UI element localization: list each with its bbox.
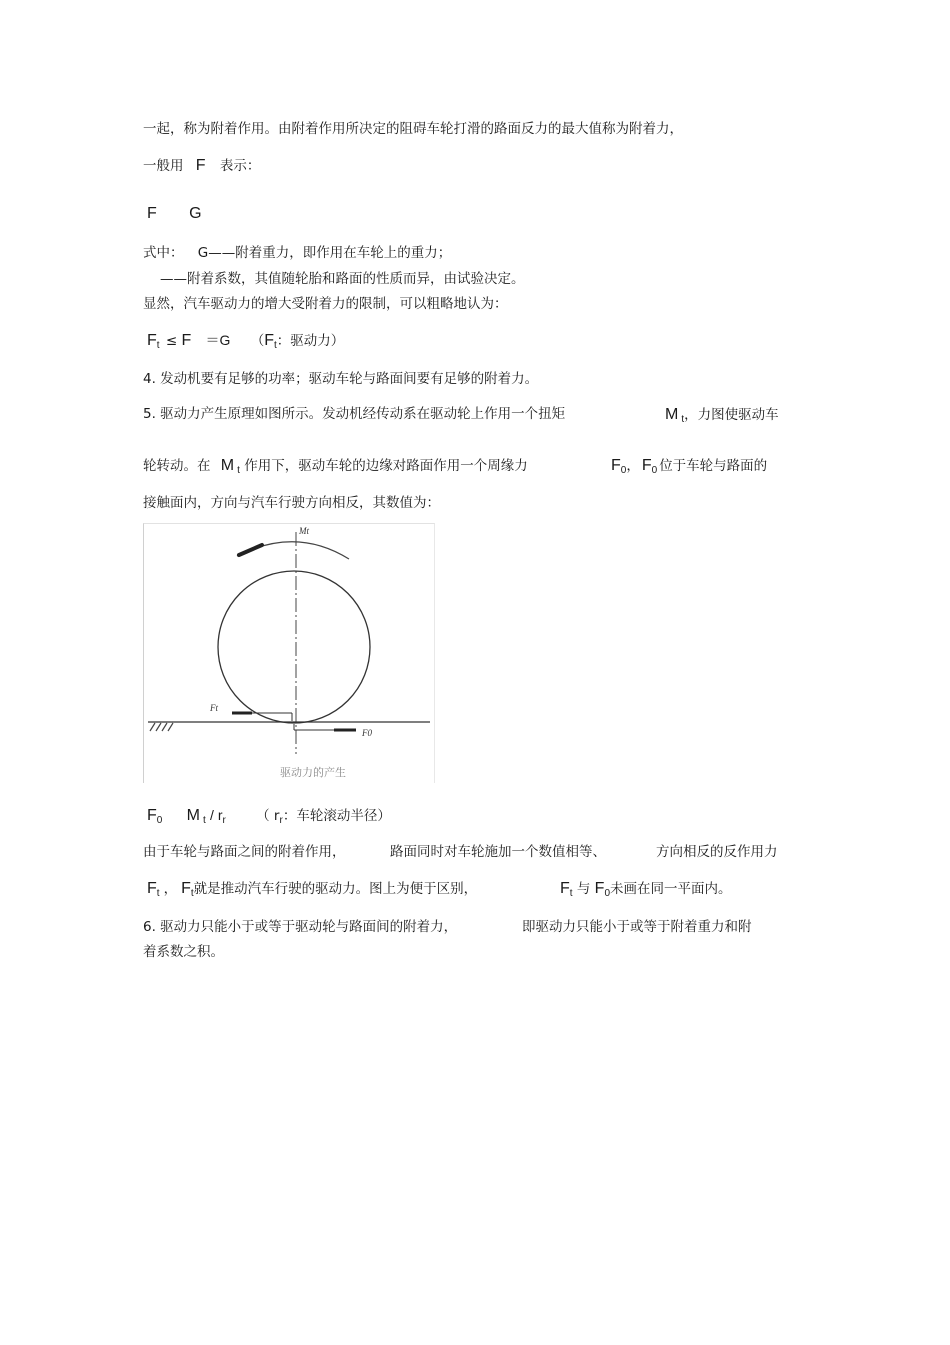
ineq-F-phi: F: [181, 332, 192, 349]
definition-phi: ——附着系数，其值随轮胎和路面的性质而异，由试验决定。: [160, 271, 525, 287]
ineq-F: F: [147, 332, 157, 349]
p7-sub-t2: t: [190, 888, 194, 899]
p7-F4: F: [594, 880, 605, 897]
p7-sub-t: t: [156, 888, 160, 899]
formula1-G: G: [189, 205, 202, 222]
ineq-le: ≤: [165, 333, 178, 349]
item5-F0b: F: [641, 457, 652, 474]
item-5-line1: 5. 驱动力产生原理如图所示。发动机经传动系在驱动轮上作用一个扭矩: [143, 406, 566, 422]
notation-suffix: 表示：: [219, 158, 261, 174]
paragraph-driving-force-end: [560, 880, 732, 903]
p7-b: 未画在同一平面内。: [610, 881, 732, 897]
formula2-F: F: [147, 807, 157, 824]
paragraph-notation: [143, 157, 260, 175]
item5-sub-t2: t: [237, 465, 240, 476]
item-5-line2-end: [611, 457, 767, 480]
ground-hatch: [150, 723, 173, 731]
item-6-a: 6. 驱动力只能小于或等于驱动轮与路面间的附着力，: [143, 919, 458, 935]
figure-label-Ft: Ft: [210, 703, 218, 713]
paragraph-reaction-c: 方向相反的反作用力: [656, 844, 778, 860]
item5-sub-t: t: [681, 414, 685, 425]
ineq-sub-t: t: [156, 340, 160, 351]
p7-a: 就是推动汽车行驶的驱动力。图上为便于区别，: [193, 881, 478, 897]
item5-tail: ，力图使驱动车: [684, 407, 779, 423]
definition-prefix: 式中：: [143, 245, 184, 261]
figure-driving-force: [143, 523, 435, 783]
p7-comma: ，: [163, 881, 178, 897]
formula2-M: M: [186, 807, 200, 824]
item5-F0: F: [611, 457, 621, 474]
figure-label-F0: F0: [362, 728, 372, 738]
paragraph-reaction-b: 路面同时对车轮施加一个数值相等、: [390, 844, 606, 860]
item5-d: 作用下，驱动车轮的边缘对路面作用一个周缘力: [244, 458, 528, 474]
torque-arrowhead: [239, 545, 262, 555]
formula2-note-open: （ r: [256, 808, 280, 824]
p7-sub-t3: t: [569, 888, 573, 899]
formula2-note-text: ：车轮滚动半径）: [282, 808, 391, 824]
p7-sub-04: 0: [604, 888, 610, 899]
formula-adhesion-force: [147, 205, 202, 223]
figure-caption: 驱动力的产生: [280, 766, 346, 779]
item5-M2: M: [220, 457, 235, 474]
formula2-note-sub-r: r: [279, 815, 283, 826]
item-4: 4. 发动机要有足够的功率；驱动车轮与路面间要有足够的附着力。: [143, 371, 539, 387]
item5-sub-0: 0: [620, 465, 627, 476]
p7-F: F: [147, 880, 157, 897]
formula-peripheral-force: [147, 806, 391, 830]
item-5-line2: [143, 457, 528, 480]
item5-comma: ，: [626, 458, 640, 474]
definition-G: [143, 244, 451, 262]
formula2-sub-r: r: [222, 815, 226, 826]
formula2-sub-0: 0: [156, 815, 163, 826]
ineq-note-open: （: [250, 333, 265, 349]
ineq-note-sub-t: t: [274, 340, 277, 351]
item-6-c: 着系数之积。: [143, 944, 224, 960]
symbol-F-phi: F: [195, 157, 206, 174]
ineq-eq-G: ＝G: [205, 332, 231, 348]
formula-inequality: [147, 331, 344, 355]
wheel-circle: [218, 571, 370, 723]
item5-sub-0b: 0: [651, 465, 658, 476]
notation-prefix: 一般用: [143, 158, 184, 174]
p7-and: 与: [576, 881, 591, 897]
p7-F3: F: [560, 880, 570, 897]
paragraph-driving-force: [147, 880, 477, 903]
paragraph-reaction-a: 由于车轮与路面之间的附着作用，: [143, 844, 346, 860]
formula2-sub-t: t: [202, 815, 206, 826]
formula1-F: F: [147, 205, 157, 222]
item-6-b: 即驱动力只能小于或等于附着重力和附: [522, 919, 752, 935]
ineq-note-text: ：驱动力）: [276, 333, 345, 349]
paragraph-adhesion: 一起，称为附着作用。由附着作用所决定的阻碍车轮打滑的路面反力的最大值称为附着力，: [143, 121, 683, 137]
definition-G-text: G——附着重力，即作用在车轮上的重力；: [197, 245, 452, 261]
item5-M: M: [665, 406, 679, 423]
item-5-line3: 接触面内，方向与汽车行驶方向相反，其数值为：: [143, 495, 440, 511]
ineq-note-F: F: [264, 332, 275, 349]
p7-F2: F: [181, 880, 191, 897]
item-5-line1-end: [665, 406, 779, 429]
formula2-slash-r: / r: [210, 807, 223, 823]
figure-label-Mt: Mt: [299, 526, 309, 536]
paragraph-limit: 显然，汽车驱动力的增大受附着力的限制，可以粗略地认为：: [143, 296, 508, 312]
item5-e: 位于车轮与路面的: [659, 458, 768, 474]
figure-drawing: [144, 524, 434, 783]
item5-c: 轮转动。在: [143, 458, 211, 474]
